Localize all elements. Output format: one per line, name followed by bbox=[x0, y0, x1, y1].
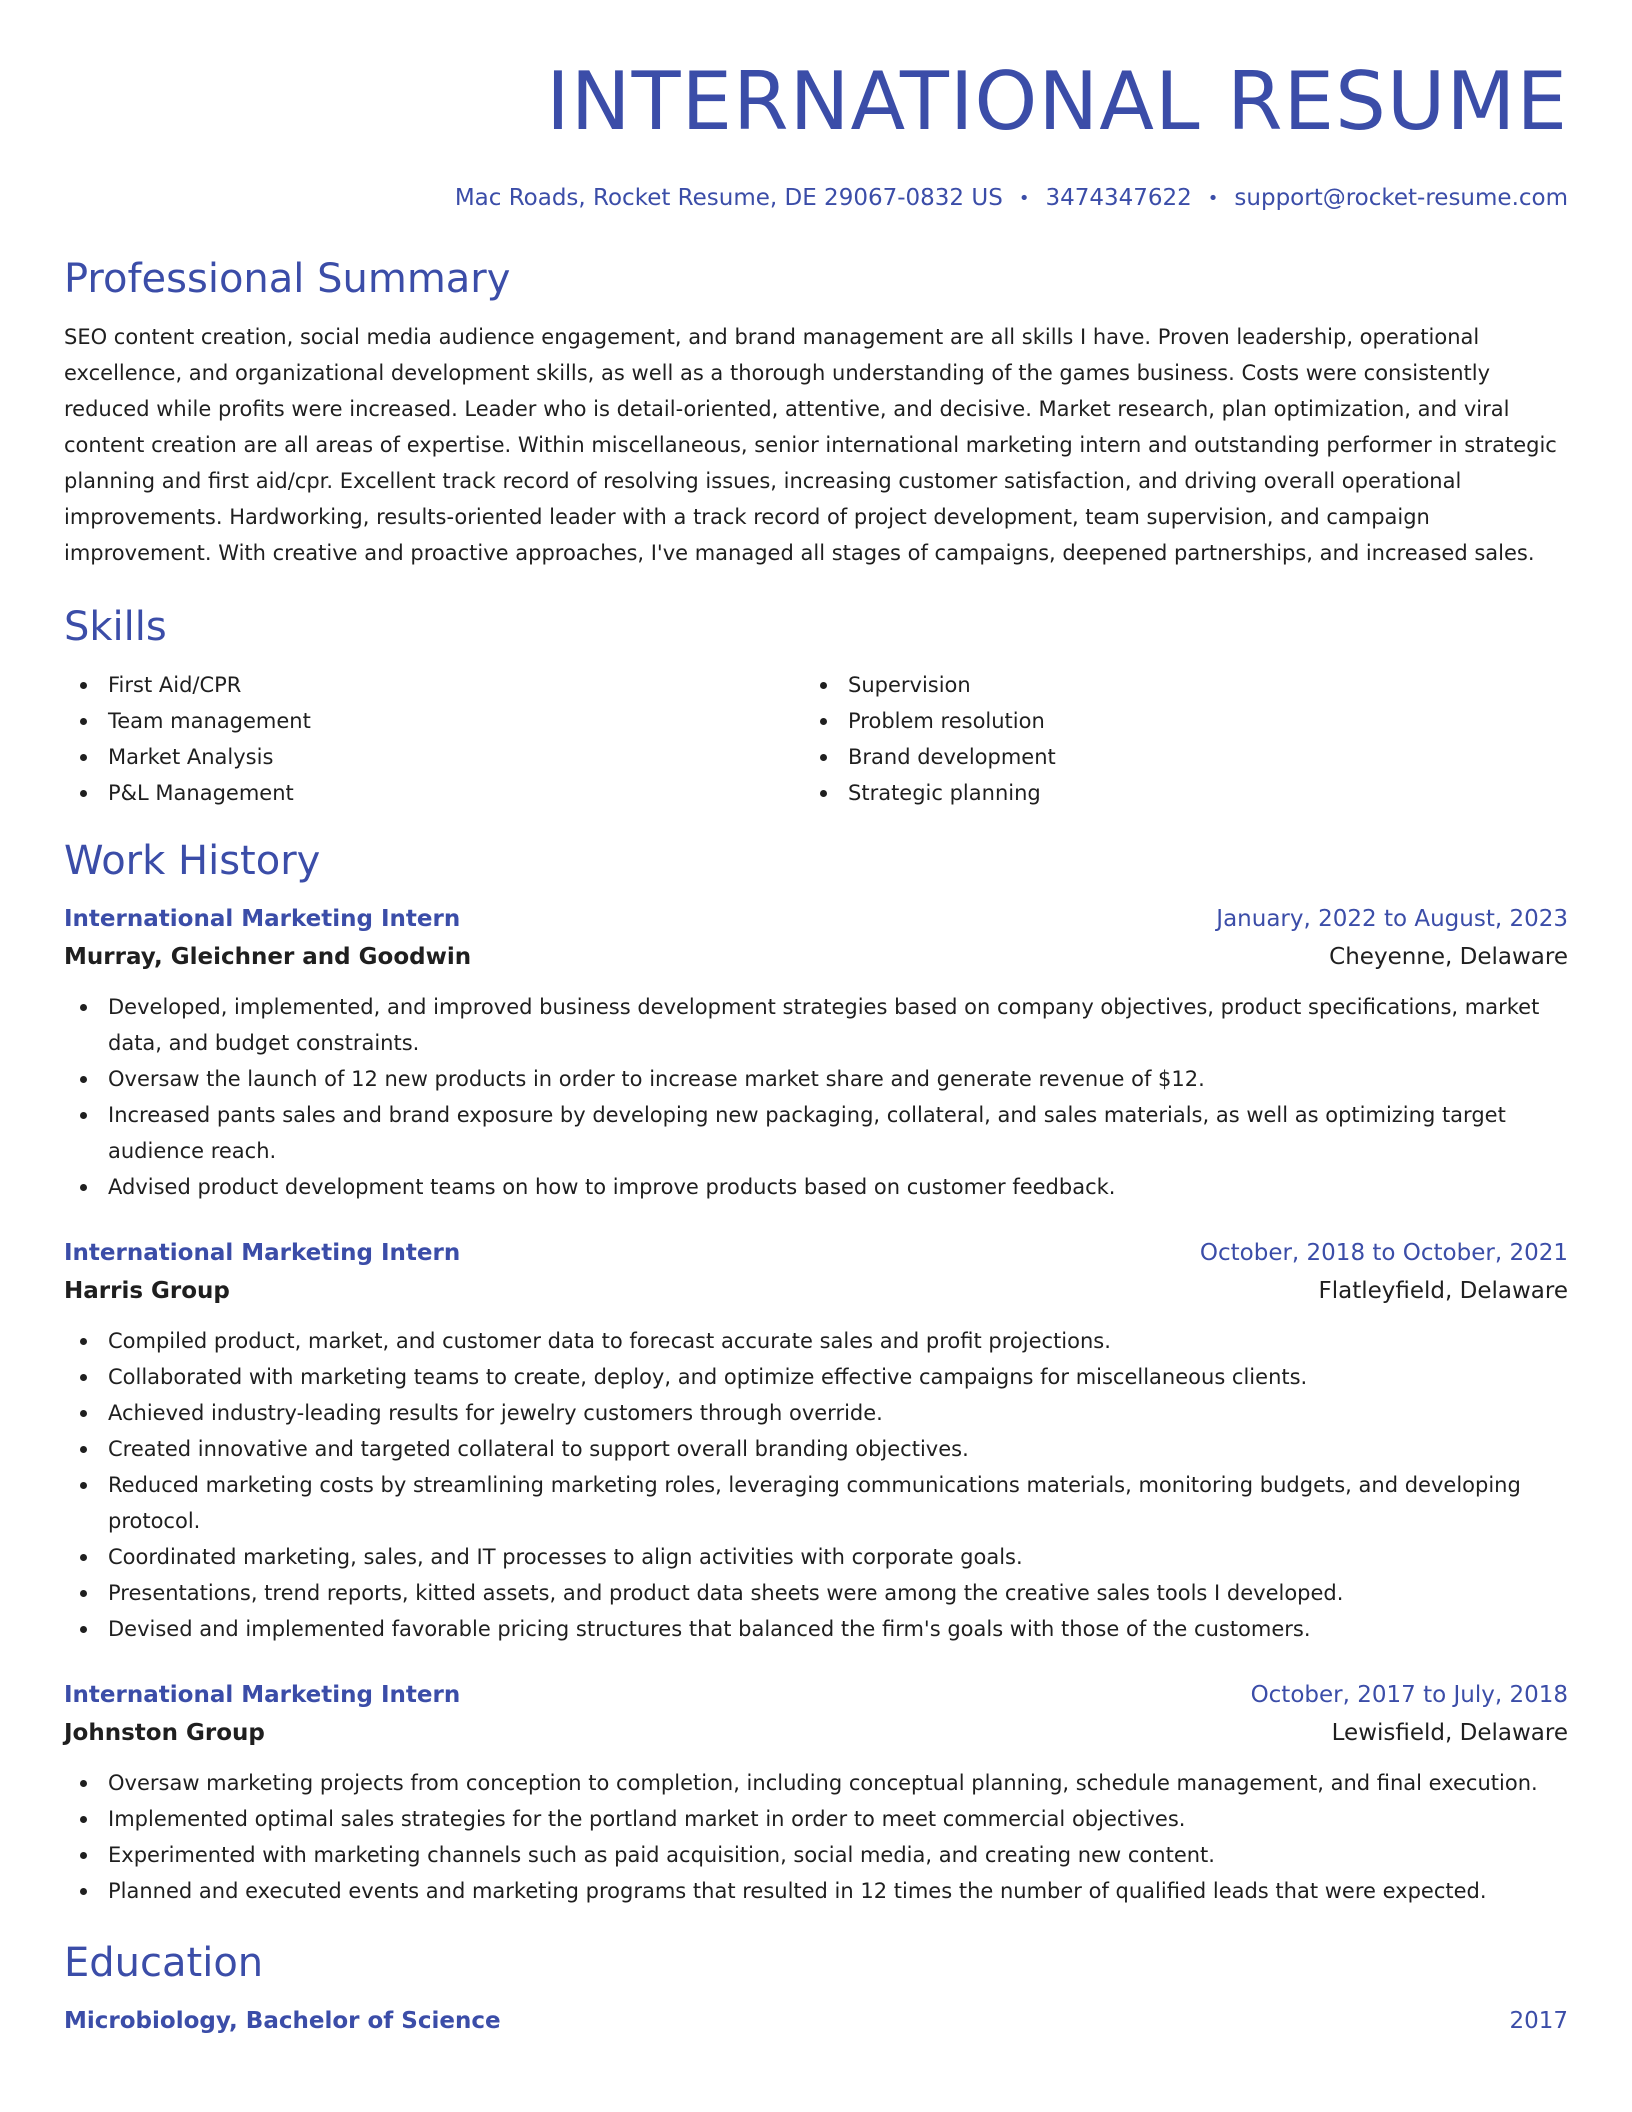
contact-phone: 3474347622 bbox=[1045, 185, 1192, 211]
job-bullet: Coordinated marketing, sales, and IT processes to align activities with corporate goals. bbox=[64, 1539, 1568, 1575]
skill-item: Team management bbox=[64, 703, 804, 739]
skill-item: Strategic planning bbox=[804, 775, 1544, 811]
job-bullet: Developed, implemented, and improved business development strategies based on company objectives, product specifications, market data, and budget constraints. bbox=[64, 989, 1568, 1061]
section-title: Skills bbox=[64, 603, 167, 650]
resume-name: INTERNATIONAL RESUME bbox=[546, 55, 1568, 148]
section-title: Work History bbox=[64, 837, 321, 884]
job-bullet: Created innovative and targeted collateral to support overall branding objectives. bbox=[64, 1431, 1568, 1467]
contact-address: Mac Roads, Rocket Resume, DE 29067-0832 US bbox=[454, 185, 1003, 211]
job-company-row bbox=[64, 1713, 1568, 1753]
job-location: Cheyenne, Delaware bbox=[1329, 943, 1568, 970]
job-location: Lewisfield, Delaware bbox=[1331, 1719, 1568, 1746]
job-bullet: Reduced marketing costs by streamlining marketing roles, leveraging communications materials, monitoring budgets, and developing protocol. bbox=[64, 1467, 1568, 1539]
job-bullet: Planned and executed events and marketing programs that resulted in 12 times the number of qualified leads that were expected. bbox=[64, 1873, 1568, 1909]
contact-separator: • bbox=[1018, 187, 1030, 209]
job-bullet: Collaborated with marketing teams to create, deploy, and optimize effective campaigns for miscellaneous clients. bbox=[64, 1359, 1568, 1395]
job-bullet: Presentations, trend reports, kitted assets, and product data sheets were among the creative sales tools I developed. bbox=[64, 1575, 1568, 1611]
education-section bbox=[64, 1935, 1568, 2039]
education-degree: Microbiology, Bachelor of Science bbox=[64, 2007, 501, 2034]
resume-header bbox=[64, 52, 1568, 217]
job-dates: October, 2018 to October, 2021 bbox=[1199, 1239, 1568, 1266]
professional-summary-section bbox=[64, 251, 1568, 571]
education-year: 2017 bbox=[1509, 2007, 1568, 2034]
job-title: International Marketing Intern bbox=[64, 905, 461, 932]
skills-column-right bbox=[804, 667, 1544, 811]
job-dates: January, 2022 to August, 2023 bbox=[1216, 905, 1568, 932]
job-company: Murray, Gleichner and Goodwin bbox=[64, 943, 472, 970]
section-title: Education bbox=[64, 1939, 264, 1986]
work-history-section bbox=[64, 833, 1568, 1909]
job-bullet: Devised and implemented favorable pricing structures that balanced the firm's goals with those of the customers. bbox=[64, 1611, 1568, 1647]
skill-item: First Aid/CPR bbox=[64, 667, 804, 703]
job-entry bbox=[64, 901, 1568, 1205]
section-title: Professional Summary bbox=[64, 255, 511, 302]
job-bullet: Compiled product, market, and customer data to forecast accurate sales and profit projections. bbox=[64, 1323, 1568, 1359]
job-company: Harris Group bbox=[64, 1277, 230, 1304]
job-header-row bbox=[64, 1677, 1568, 1713]
contact-separator: • bbox=[1207, 187, 1219, 209]
job-bullet: Experimented with marketing channels such as paid acquisition, social media, and creating new content. bbox=[64, 1837, 1568, 1873]
skill-item: Supervision bbox=[804, 667, 1544, 703]
job-entry bbox=[64, 1235, 1568, 1647]
skills-column-left bbox=[64, 667, 804, 811]
skill-item: P&L Management bbox=[64, 775, 804, 811]
job-company: Johnston Group bbox=[64, 1719, 265, 1746]
job-bullet: Achieved industry-leading results for jewelry customers through override. bbox=[64, 1395, 1568, 1431]
job-bullets bbox=[64, 1323, 1568, 1647]
job-bullet: Advised product development teams on how to improve products based on customer feedback. bbox=[64, 1169, 1568, 1205]
job-dates: October, 2017 to July, 2018 bbox=[1250, 1681, 1568, 1708]
education-entry bbox=[64, 2003, 1568, 2039]
job-bullets bbox=[64, 1765, 1568, 1909]
contact-line bbox=[64, 180, 1568, 217]
job-bullets bbox=[64, 989, 1568, 1205]
skill-item: Market Analysis bbox=[64, 739, 804, 775]
job-company-row bbox=[64, 937, 1568, 977]
job-bullet: Oversaw marketing projects from conception to completion, including conceptual planning, schedule management, and final execution. bbox=[64, 1765, 1568, 1801]
job-title: International Marketing Intern bbox=[64, 1239, 461, 1266]
job-header-row bbox=[64, 901, 1568, 937]
job-company-row bbox=[64, 1271, 1568, 1311]
contact-email: support@rocket-resume.com bbox=[1234, 185, 1568, 211]
skills-grid bbox=[64, 667, 1568, 811]
job-location: Flatleyfield, Delaware bbox=[1318, 1277, 1568, 1304]
skill-item: Brand development bbox=[804, 739, 1544, 775]
job-bullet: Increased pants sales and brand exposure by developing new packaging, collateral, and sales materials, as well as optimizing target audience reach. bbox=[64, 1097, 1568, 1169]
job-title: International Marketing Intern bbox=[64, 1681, 461, 1708]
skills-section bbox=[64, 599, 1568, 811]
job-entry bbox=[64, 1677, 1568, 1909]
summary-text: SEO content creation, social media audience engagement, and brand management are all skills I have. Proven leadership, operational excellence, and organizational development skills, as well as a thorough understanding of the games business. Costs were consistently reduced while profits were increased. Leader who is detail-oriented, attentive, and decisive. Market research, plan optimization, and viral content creation are all areas of expertise. Within miscellaneous, senior international marketing intern and outstanding performer in strategic planning and first aid/cpr. Excellent track record of resolving issues, increasing customer satisfaction, and driving overall operational improvements. Hardworking, results-oriented leader with a track record of project development, team supervision, and campaign improvement. With creative and proactive approaches, I've managed all stages of campaigns, deepened partnerships, and increased sales. bbox=[64, 324, 1557, 565]
job-bullet: Implemented optimal sales strategies for the portland market in order to meet commercial objectives. bbox=[64, 1801, 1568, 1837]
skill-item: Problem resolution bbox=[804, 703, 1544, 739]
job-header-row bbox=[64, 1235, 1568, 1271]
job-bullet: Oversaw the launch of 12 new products in order to increase market share and generate revenue of $12. bbox=[64, 1061, 1568, 1097]
